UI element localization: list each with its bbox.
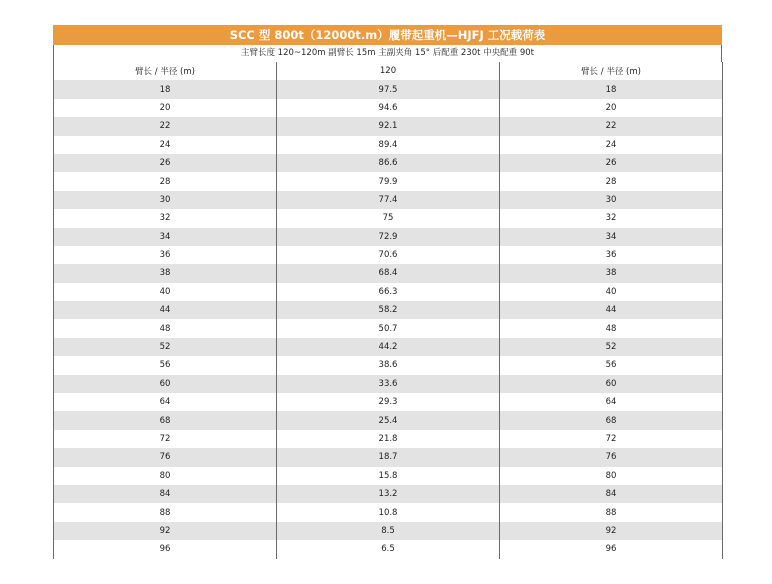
radius-cell-right: 34 bbox=[500, 228, 723, 246]
table-row bbox=[54, 136, 723, 154]
radius-cell-right: 20 bbox=[500, 99, 723, 117]
load-cell: 68.4 bbox=[277, 264, 500, 282]
radius-cell-right: 80 bbox=[500, 467, 723, 485]
radius-cell-right: 26 bbox=[500, 154, 723, 172]
table-row bbox=[54, 485, 723, 503]
load-cell: 58.2 bbox=[277, 301, 500, 319]
load-cell: 38.6 bbox=[277, 356, 500, 374]
load-cell: 10.8 bbox=[277, 503, 500, 521]
table-row bbox=[54, 393, 723, 411]
radius-cell-right: 72 bbox=[500, 430, 723, 448]
table-row bbox=[54, 191, 723, 209]
load-chart-sheet bbox=[53, 25, 722, 559]
load-cell: 25.4 bbox=[277, 411, 500, 429]
radius-cell: 72 bbox=[54, 430, 277, 448]
table-row bbox=[54, 467, 723, 485]
table-row bbox=[54, 228, 723, 246]
radius-cell: 36 bbox=[54, 246, 277, 264]
radius-cell-right: 52 bbox=[500, 338, 723, 356]
radius-cell: 56 bbox=[54, 356, 277, 374]
header-row bbox=[54, 62, 723, 80]
radius-cell: 18 bbox=[54, 80, 277, 98]
table-row bbox=[54, 301, 723, 319]
radius-cell-right: 28 bbox=[500, 172, 723, 190]
radius-cell-right: 96 bbox=[500, 540, 723, 558]
table-row bbox=[54, 338, 723, 356]
radius-cell: 22 bbox=[54, 117, 277, 135]
header-radius-left: 臂长 / 半径 (m) bbox=[54, 62, 277, 80]
radius-cell-right: 38 bbox=[500, 264, 723, 282]
table-row bbox=[54, 503, 723, 521]
load-cell: 92.1 bbox=[277, 117, 500, 135]
table-row bbox=[54, 264, 723, 282]
table-row bbox=[54, 448, 723, 466]
load-cell: 6.5 bbox=[277, 540, 500, 558]
table-row bbox=[54, 246, 723, 264]
load-cell: 77.4 bbox=[277, 191, 500, 209]
radius-cell: 88 bbox=[54, 503, 277, 521]
radius-cell: 48 bbox=[54, 319, 277, 337]
configuration-line: 主臂长度 120~120m 副臂长 15m 主副夹角 15° 后配重 230t 中央配重 90t bbox=[53, 45, 722, 62]
load-cell: 29.3 bbox=[277, 393, 500, 411]
radius-cell-right: 44 bbox=[500, 301, 723, 319]
load-table bbox=[53, 62, 723, 559]
radius-cell-right: 18 bbox=[500, 80, 723, 98]
radius-cell: 30 bbox=[54, 191, 277, 209]
radius-cell: 92 bbox=[54, 522, 277, 540]
radius-cell: 68 bbox=[54, 411, 277, 429]
radius-cell-right: 24 bbox=[500, 136, 723, 154]
radius-cell: 44 bbox=[54, 301, 277, 319]
radius-cell-right: 22 bbox=[500, 117, 723, 135]
load-cell: 70.6 bbox=[277, 246, 500, 264]
load-cell: 21.8 bbox=[277, 430, 500, 448]
radius-cell: 28 bbox=[54, 172, 277, 190]
radius-cell-right: 56 bbox=[500, 356, 723, 374]
table-row bbox=[54, 375, 723, 393]
radius-cell-right: 30 bbox=[500, 191, 723, 209]
radius-cell-right: 92 bbox=[500, 522, 723, 540]
load-cell: 50.7 bbox=[277, 319, 500, 337]
radius-cell-right: 60 bbox=[500, 375, 723, 393]
radius-cell: 60 bbox=[54, 375, 277, 393]
table-row bbox=[54, 117, 723, 135]
load-cell: 94.6 bbox=[277, 99, 500, 117]
table-row bbox=[54, 319, 723, 337]
table-row bbox=[54, 540, 723, 558]
load-cell: 89.4 bbox=[277, 136, 500, 154]
load-cell: 18.7 bbox=[277, 448, 500, 466]
radius-cell-right: 32 bbox=[500, 209, 723, 227]
table-body bbox=[54, 80, 723, 558]
header-radius-right: 臂长 / 半径 (m) bbox=[500, 62, 723, 80]
radius-cell: 52 bbox=[54, 338, 277, 356]
radius-cell: 24 bbox=[54, 136, 277, 154]
table-row bbox=[54, 356, 723, 374]
radius-cell-right: 48 bbox=[500, 319, 723, 337]
radius-cell: 34 bbox=[54, 228, 277, 246]
load-cell: 33.6 bbox=[277, 375, 500, 393]
radius-cell-right: 84 bbox=[500, 485, 723, 503]
radius-cell: 38 bbox=[54, 264, 277, 282]
table-row bbox=[54, 522, 723, 540]
radius-cell: 40 bbox=[54, 283, 277, 301]
radius-cell: 32 bbox=[54, 209, 277, 227]
table-row bbox=[54, 411, 723, 429]
radius-cell: 76 bbox=[54, 448, 277, 466]
radius-cell-right: 88 bbox=[500, 503, 723, 521]
radius-cell-right: 40 bbox=[500, 283, 723, 301]
table-row bbox=[54, 172, 723, 190]
radius-cell: 64 bbox=[54, 393, 277, 411]
load-cell: 15.8 bbox=[277, 467, 500, 485]
radius-cell-right: 68 bbox=[500, 411, 723, 429]
load-cell: 8.5 bbox=[277, 522, 500, 540]
load-cell: 79.9 bbox=[277, 172, 500, 190]
header-boom-length: 120 bbox=[277, 62, 500, 80]
radius-cell: 80 bbox=[54, 467, 277, 485]
table-row bbox=[54, 154, 723, 172]
load-cell: 86.6 bbox=[277, 154, 500, 172]
radius-cell-right: 76 bbox=[500, 448, 723, 466]
table-row bbox=[54, 99, 723, 117]
table-row bbox=[54, 80, 723, 98]
table-title: SCC 型 800t（12000t.m）履带起重机—HJFJ 工况载荷表 bbox=[53, 25, 722, 45]
radius-cell: 96 bbox=[54, 540, 277, 558]
load-cell: 72.9 bbox=[277, 228, 500, 246]
radius-cell: 20 bbox=[54, 99, 277, 117]
load-cell: 44.2 bbox=[277, 338, 500, 356]
load-cell: 97.5 bbox=[277, 80, 500, 98]
radius-cell: 26 bbox=[54, 154, 277, 172]
load-cell: 66.3 bbox=[277, 283, 500, 301]
table-row bbox=[54, 209, 723, 227]
radius-cell-right: 36 bbox=[500, 246, 723, 264]
load-cell: 75 bbox=[277, 209, 500, 227]
table-row bbox=[54, 430, 723, 448]
table-row bbox=[54, 283, 723, 301]
load-cell: 13.2 bbox=[277, 485, 500, 503]
radius-cell: 84 bbox=[54, 485, 277, 503]
radius-cell-right: 64 bbox=[500, 393, 723, 411]
